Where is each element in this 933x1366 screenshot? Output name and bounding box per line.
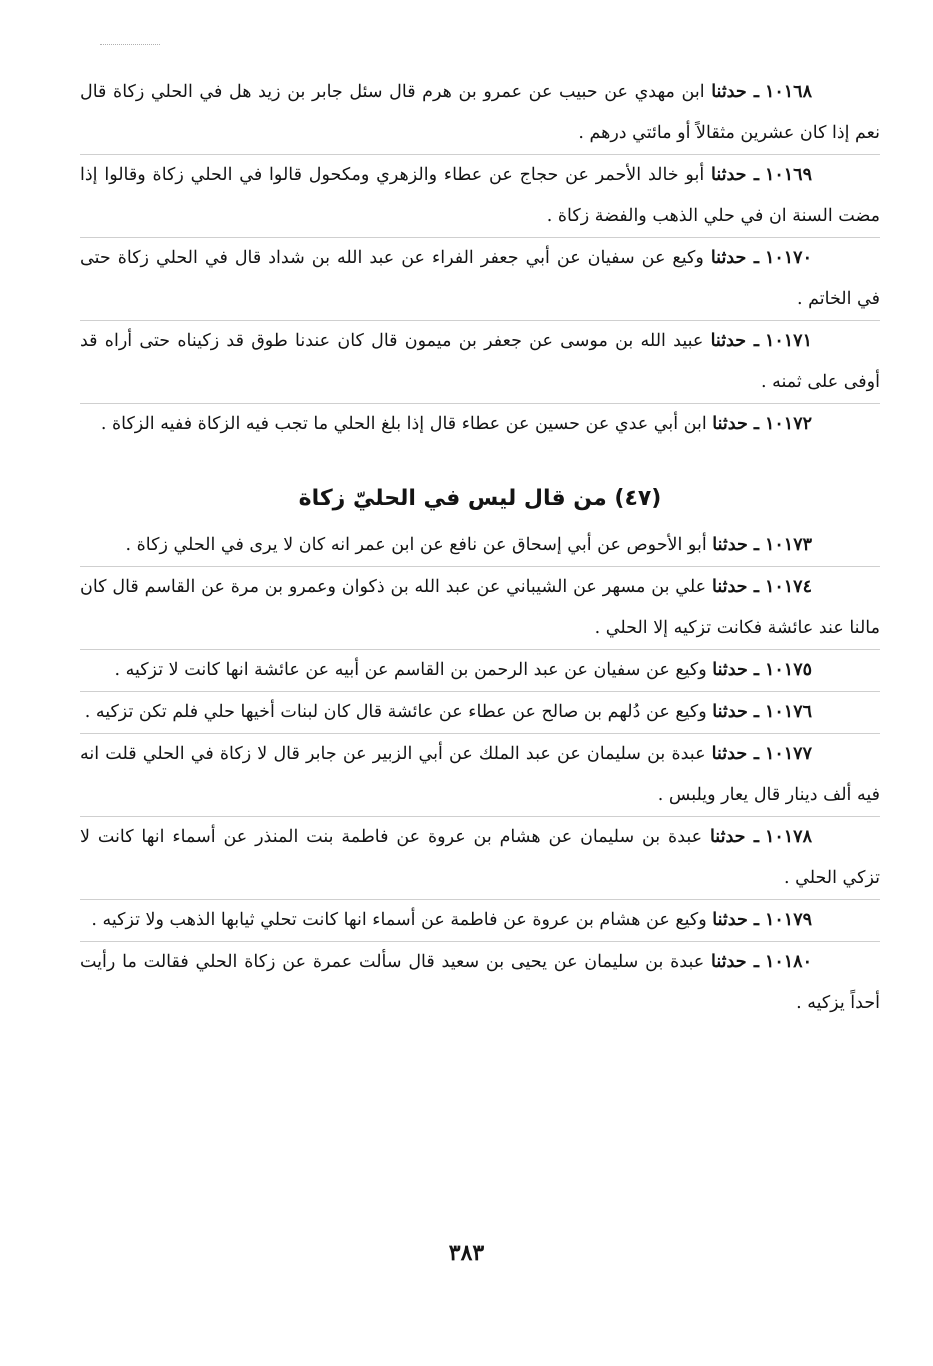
hadith-entry (80, 525, 880, 566)
hadith-opening: ـ حدثنا (709, 827, 759, 847)
hadith-entry (80, 733, 880, 816)
hadith-opening: ـ حدثنا (712, 910, 759, 930)
hadith-entry (80, 154, 880, 237)
hadith-text: عبدة بن سليمان عن عبد الملك عن أبي الزبير عن جابر قال لا زكاة في الحلي قلت انه فيه ألف دينار قال يعار ويلبس . (80, 744, 880, 805)
hadith-entry (80, 941, 880, 1024)
hadith-text: وكيع عن سفيان عن أبي جعفر الفراء عن عبد الله بن شداد قال في الحلي زكاة حتى في الخاتم . (80, 248, 880, 309)
hadith-text: أبو خالد الأحمر عن حجاج عن عطاء والزهري ومكحول قالوا في الحلي زكاة وقالوا إذا مضت السنة ان في حلي الذهب والفضة زكاة . (80, 165, 880, 226)
hadith-entry (80, 899, 880, 941)
hadith-opening: ـ حدثنا (712, 702, 759, 722)
hadith-text: وكيع عن دُلهم بن صالح عن عطاء عن عائشة قال كان لبنات أخيها حلي فلم تكن تزكيه . (84, 702, 707, 722)
hadith-entry (80, 403, 880, 445)
hadith-opening: ـ حدثنا (711, 82, 759, 102)
hadith-opening: ـ حدثنا (710, 331, 759, 351)
hadith-opening: ـ حدثنا (711, 744, 759, 764)
hadith-number: ١٠١٦٩ (764, 165, 812, 185)
hadith-number: ١٠١٧٠ (764, 248, 812, 268)
page-number: ٣٨٣ (448, 1240, 485, 1266)
hadith-list-bottom (80, 525, 880, 1024)
hadith-text: عبيد الله بن موسى عن جعفر بن ميمون قال كان عندنا طوق قد زكيناه حتى أراه قد أوفى على ثمنه . (80, 331, 880, 392)
hadith-entry (80, 566, 880, 649)
hadith-number: ١٠١٧٣ (765, 535, 812, 555)
hadith-text: علي بن مسهر عن الشيباني عن عبد الله بن ذكوان وعمرو بن مرة عن القاسم قال كان مالنا عند عائشة فكانت تزكيه إلا الحلي . (80, 577, 880, 638)
hadith-text: ابن مهدي عن حبيب عن عمرو بن هرم قال سئل جابر بن زيد هل في الحلي زكاة قال نعم إذا كان عشرين مثقالاً أو مائتي درهم . (80, 82, 880, 143)
scan-mark (100, 44, 160, 47)
hadith-entry (80, 649, 880, 691)
hadith-entry (80, 816, 880, 899)
hadith-number: ١٠١٧٨ (764, 827, 812, 847)
hadith-text: عبدة بن سليمان عن هشام بن عروة عن فاطمة بنت المنذر عن أسماء انها كانت لا تزكي الحلي . (80, 827, 880, 888)
hadith-text: وكيع عن هشام بن عروة عن فاطمة عن أسماء انها كانت تحلي ثيابها الذهب ولا تزكيه . (91, 910, 707, 930)
hadith-number: ١٠١٧٥ (765, 660, 812, 680)
hadith-entry (80, 237, 880, 320)
page-body (80, 72, 880, 1024)
hadith-opening: ـ حدثنا (712, 660, 759, 680)
hadith-entry (80, 691, 880, 733)
hadith-opening: ـ حدثنا (712, 535, 759, 555)
hadith-number: ١٠١٧٦ (765, 702, 812, 722)
hadith-text: عبدة بن سليمان عن يحيى بن سعيد قال سألت عمرة عن زكاة الحلي فقالت ما رأيت أحداً يزكيه . (80, 952, 880, 1013)
section-spacer (80, 445, 880, 479)
hadith-number: ١٠١٧٧ (764, 744, 812, 764)
hadith-opening: ـ حدثنا (710, 248, 759, 268)
hadith-number: ١٠١٦٨ (764, 82, 812, 102)
hadith-entry (80, 320, 880, 403)
hadith-opening: ـ حدثنا (711, 165, 759, 185)
hadith-opening: ـ حدثنا (711, 952, 759, 972)
hadith-opening: ـ حدثنا (711, 577, 759, 597)
hadith-text: وكيع عن سفيان عن عبد الرحمن بن القاسم عن أبيه عن عائشة انها كانت لا تزكيه . (114, 660, 707, 680)
hadith-list-top (80, 72, 880, 445)
hadith-text: أبو الأحوص عن أبي إسحاق عن نافع عن ابن عمر انه كان لا يرى في الحلي زكاة . (125, 535, 707, 555)
hadith-number: ١٠١٧٢ (765, 414, 812, 434)
hadith-opening: ـ حدثنا (712, 414, 759, 434)
hadith-number: ١٠١٧٤ (764, 577, 812, 597)
chapter-title: (٤٧) من قال ليس في الحليّ زكاة (298, 486, 662, 511)
hadith-number: ١٠١٨٠ (764, 952, 812, 972)
hadith-number: ١٠١٧١ (764, 331, 812, 351)
hadith-entry (80, 72, 880, 154)
hadith-text: ابن أبي عدي عن حسين عن عطاء قال إذا بلغ الحلي ما تجب فيه الزكاة ففيه الزكاة . (100, 414, 707, 434)
hadith-number: ١٠١٧٩ (765, 910, 812, 930)
